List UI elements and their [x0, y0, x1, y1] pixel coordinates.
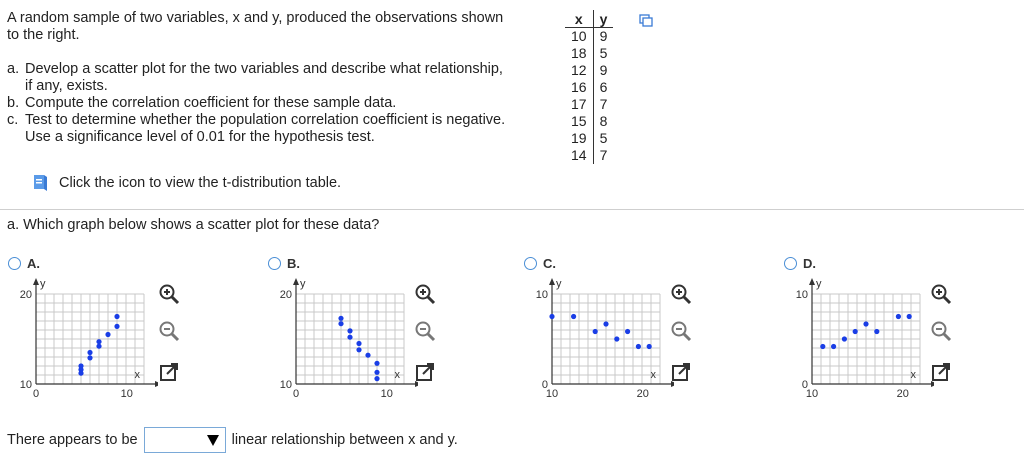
grid: [812, 294, 920, 384]
zoom-in-icon[interactable]: [414, 283, 436, 305]
y-axis-arrow: [293, 278, 299, 285]
y-tick-max: 20: [279, 289, 292, 301]
data-point: [863, 321, 868, 326]
answer-prefix: There appears to be: [7, 432, 138, 448]
data-point: [347, 335, 352, 340]
answer-suffix: linear relationship between x and y.: [231, 432, 458, 448]
option-c-select[interactable]: C.: [524, 256, 764, 271]
answer-sentence: [7, 427, 458, 453]
data-point: [114, 314, 119, 319]
table-row: 18 5: [565, 45, 613, 62]
expand-icon[interactable]: [414, 361, 436, 383]
grid: [36, 294, 144, 384]
table-row: 15 8: [565, 113, 613, 130]
option-d-select[interactable]: D.: [784, 256, 1024, 271]
y-axis-arrow: [33, 278, 39, 285]
data-point: [365, 353, 370, 358]
radio-a[interactable]: [8, 257, 21, 270]
data-point: [896, 314, 901, 319]
data-point: [338, 316, 343, 321]
x-tick-min: 10: [545, 388, 559, 400]
x-tick-min: 10: [805, 388, 819, 400]
data-point: [603, 321, 608, 326]
data-point: [636, 344, 641, 349]
question-text: a. Which graph below shows a scatter plot for these data?: [7, 217, 380, 233]
x-axis-label: x: [134, 369, 140, 381]
data-point: [374, 370, 379, 375]
data-point: [625, 329, 630, 334]
data-point: [105, 332, 110, 337]
part-b: b. Compute the correlation coefficient for these sample data.: [7, 95, 397, 111]
y-tick-max: 10: [795, 289, 808, 301]
y-tick-min: 0: [541, 379, 548, 391]
y-tick-min: 0: [801, 379, 808, 391]
y-axis-arrow: [809, 278, 815, 285]
option-b: [268, 256, 508, 416]
radio-b[interactable]: [268, 257, 281, 270]
zoom-out-icon[interactable]: [670, 320, 692, 342]
data-point: [593, 329, 598, 334]
x-tick-max: 20: [896, 388, 909, 400]
data-point: [842, 336, 847, 341]
table-header: [565, 10, 613, 28]
y-axis-label: y: [300, 278, 306, 290]
relationship-dropdown[interactable]: [144, 427, 226, 453]
zoom-out-icon[interactable]: [930, 320, 952, 342]
zoom-out-icon[interactable]: [414, 320, 436, 342]
data-point: [87, 350, 92, 355]
data-point: [831, 344, 836, 349]
y-tick-min: 10: [19, 379, 32, 391]
option-b-select[interactable]: B.: [268, 256, 508, 271]
problem-statement: [7, 10, 507, 146]
scatter-chart-c: [524, 276, 674, 406]
zoom-in-icon[interactable]: [670, 283, 692, 305]
problem-intro: A random sample of two variables, x and y, produced the observations shown to the right.: [7, 10, 504, 43]
t-table-link[interactable]: [30, 173, 341, 193]
y-tick-max: 20: [19, 289, 32, 301]
y-axis-label: y: [40, 278, 46, 290]
data-point: [614, 336, 619, 341]
zoom-out-icon[interactable]: [158, 320, 180, 342]
option-c: [524, 256, 764, 416]
table-row: 12 9: [565, 62, 613, 79]
data-point: [347, 328, 352, 333]
radio-c[interactable]: [524, 257, 537, 270]
dropdown-arrow-icon[interactable]: [207, 435, 219, 446]
x-tick-max: 20: [636, 388, 649, 400]
data-point: [338, 321, 343, 326]
y-axis-label: y: [556, 278, 562, 290]
part-c: c. Test to determine whether the population correlation coefficient is negative. Use a significance level of 0.01 for the hypothesis test.: [7, 112, 506, 145]
data-point: [356, 347, 361, 352]
x-axis-label: x: [650, 369, 656, 381]
table-row: 14 7: [565, 147, 613, 164]
data-point: [87, 355, 92, 360]
data-point: [374, 361, 379, 366]
radio-d[interactable]: [784, 257, 797, 270]
section-divider: [0, 209, 1024, 210]
table-row: 17 7: [565, 96, 613, 113]
expand-icon[interactable]: [930, 361, 952, 383]
data-point: [549, 314, 554, 319]
y-axis-arrow: [549, 278, 555, 285]
data-point: [820, 344, 825, 349]
copy-data-icon[interactable]: [639, 14, 653, 28]
t-table-link-text: Click the icon to view the t-distribution table.: [59, 175, 342, 191]
x-axis-label: x: [910, 369, 916, 381]
data-point: [96, 339, 101, 344]
book-icon[interactable]: [30, 173, 50, 193]
scatter-chart-d: [784, 276, 934, 406]
x-tick-min: 0: [32, 388, 40, 400]
expand-icon[interactable]: [670, 361, 692, 383]
data-point: [853, 329, 858, 334]
data-point: [78, 363, 83, 368]
x-tick-max: 10: [120, 388, 133, 400]
x-axis-label: x: [394, 369, 400, 381]
scatter-chart-b: [268, 276, 418, 406]
x-column-header: x: [565, 10, 593, 28]
option-a-select[interactable]: A.: [8, 256, 248, 271]
problem-parts: [7, 61, 507, 146]
option-a: [8, 256, 248, 416]
y-column-header: y: [593, 10, 613, 28]
data-point: [374, 376, 379, 381]
table-row: 19 5: [565, 130, 613, 147]
data-point: [907, 314, 912, 319]
scatter-chart-a: [8, 276, 158, 406]
data-point: [571, 314, 576, 319]
data-point: [114, 324, 119, 329]
table-row: 10 9: [565, 28, 613, 46]
observations-table: [565, 10, 613, 164]
data-point: [356, 341, 361, 346]
zoom-in-icon[interactable]: [158, 283, 180, 305]
x-tick-min: 0: [292, 388, 300, 400]
grid: [552, 294, 660, 384]
part-a: a. Develop a scatter plot for the two variables and describe what relationship, if any, exists.: [7, 61, 503, 94]
y-axis-label: y: [816, 278, 822, 290]
table-row: 16 6: [565, 79, 613, 96]
data-point: [874, 329, 879, 334]
data-point: [647, 344, 652, 349]
y-tick-max: 10: [535, 289, 548, 301]
data-point: [96, 344, 101, 349]
x-tick-max: 10: [380, 388, 393, 400]
option-d: [784, 256, 1024, 416]
expand-icon[interactable]: [158, 361, 180, 383]
zoom-in-icon[interactable]: [930, 283, 952, 305]
y-tick-min: 10: [279, 379, 292, 391]
